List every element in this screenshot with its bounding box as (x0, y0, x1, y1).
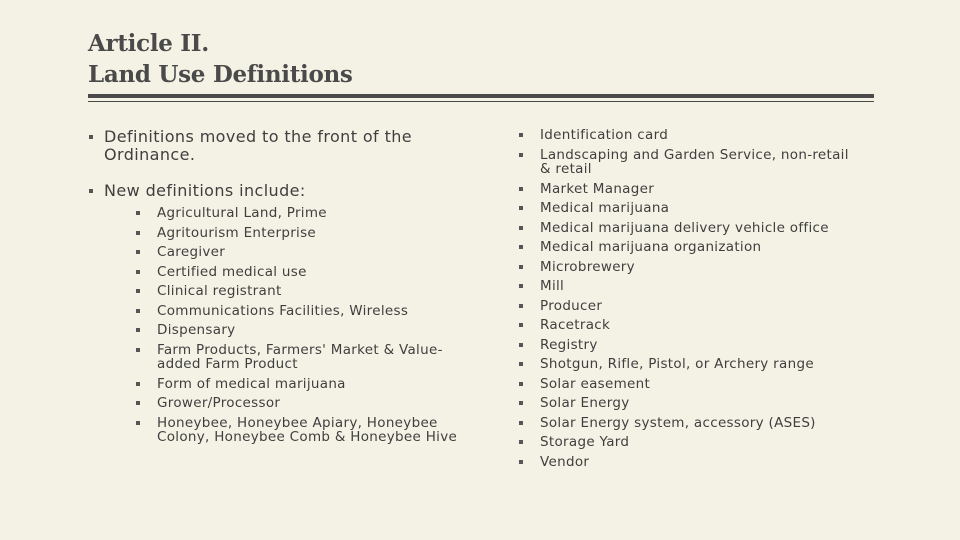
square-bullet-icon (136, 309, 140, 313)
square-bullet-icon (519, 440, 523, 444)
square-bullet-icon (519, 284, 523, 288)
square-bullet-icon (519, 362, 523, 366)
square-bullet-icon (89, 189, 93, 193)
square-bullet-icon (136, 211, 140, 215)
definition-text: Landscaping and Garden Service, non-retail & retail (540, 146, 849, 177)
definition-text: Medical marijuana delivery vehicle office (540, 219, 829, 236)
left-column (88, 128, 468, 450)
bullet-new-definitions (88, 182, 468, 445)
square-bullet-icon (519, 187, 523, 191)
definition-text: Communications Facilities, Wireless (157, 302, 409, 319)
definition-text: Dispensary (157, 322, 236, 338)
title-rule-thick (88, 94, 874, 98)
definition-text: Registry (540, 336, 598, 353)
definition-text: Form of medical marijuana (157, 375, 346, 392)
list-item (519, 260, 859, 275)
list-item (519, 455, 859, 470)
square-bullet-icon (136, 348, 140, 352)
square-bullet-icon (519, 460, 523, 464)
square-bullet-icon (136, 328, 140, 332)
definition-text: Solar easement (540, 375, 651, 392)
right-column (519, 128, 859, 474)
list-item (136, 416, 468, 445)
list-item (519, 318, 859, 333)
title-line-2: Land Use Definitions (88, 61, 353, 88)
list-item (136, 206, 468, 221)
bullet-definitions-moved (88, 128, 468, 164)
definition-text: Storage Yard (540, 434, 630, 450)
definition-text: Medical marijuana (540, 200, 670, 216)
list-item (519, 128, 859, 143)
definition-text: Solar Energy (540, 395, 630, 411)
square-bullet-icon (136, 270, 140, 274)
definition-text: Vendor (540, 453, 590, 470)
definition-text: Caregiver (157, 244, 226, 260)
list-item (136, 226, 468, 241)
square-bullet-icon (519, 401, 523, 405)
square-bullet-icon (519, 226, 523, 230)
left-definitions-list (136, 206, 468, 445)
list-item (136, 304, 468, 319)
definition-text: Producer (540, 297, 603, 314)
list-item (136, 265, 468, 280)
definition-text: Grower/Processor (157, 395, 281, 411)
list-item (519, 221, 859, 236)
definition-text: Shotgun, Rifle, Pistol, or Archery range (540, 356, 814, 372)
bullet-text: Definitions moved to the front of the Ordinance. (104, 127, 413, 164)
definition-text: Mill (540, 278, 565, 294)
definition-text: Identification card (540, 127, 669, 143)
definition-text: Agricultural Land, Prime (157, 205, 327, 221)
square-bullet-icon (519, 382, 523, 386)
square-bullet-icon (136, 231, 140, 235)
right-definitions-list (519, 128, 859, 469)
list-item (519, 182, 859, 197)
square-bullet-icon (136, 289, 140, 293)
list-item (136, 396, 468, 411)
list-item (519, 338, 859, 353)
list-item (136, 377, 468, 392)
square-bullet-icon (519, 265, 523, 269)
list-item (519, 416, 859, 431)
bullet-text: New definitions include: (104, 181, 306, 200)
list-item (136, 343, 468, 372)
definition-text: Honeybee, Honeybee Apiary, Honeybee Colony, Honeybee Comb & Honeybee Hive (157, 414, 458, 445)
definition-text: Certified medical use (157, 263, 307, 280)
square-bullet-icon (519, 133, 523, 137)
list-item (519, 299, 859, 314)
definition-text: Clinical registrant (157, 283, 282, 299)
list-item (519, 201, 859, 216)
definition-text: Agritourism Enterprise (157, 224, 317, 241)
list-item (519, 377, 859, 392)
square-bullet-icon (136, 382, 140, 386)
square-bullet-icon (519, 304, 523, 308)
list-item (519, 357, 859, 372)
square-bullet-icon (136, 250, 140, 254)
list-item (136, 284, 468, 299)
definition-text: Solar Energy system, accessory (ASES) (540, 414, 816, 431)
square-bullet-icon (519, 153, 523, 157)
list-item (519, 396, 859, 411)
square-bullet-icon (89, 135, 93, 139)
square-bullet-icon (136, 401, 140, 405)
list-item (519, 148, 859, 177)
list-item (136, 245, 468, 260)
slide-title (88, 28, 353, 90)
definition-text: Farm Products, Farmers' Market & Value-added Farm Product (157, 341, 443, 372)
list-item (136, 323, 468, 338)
list-item (519, 279, 859, 294)
definition-text: Racetrack (540, 317, 611, 333)
square-bullet-icon (519, 343, 523, 347)
square-bullet-icon (136, 421, 140, 425)
title-rule-thin (88, 101, 874, 102)
square-bullet-icon (519, 206, 523, 210)
list-item (519, 435, 859, 450)
list-item (519, 240, 859, 255)
definition-text: Microbrewery (540, 258, 635, 275)
square-bullet-icon (519, 245, 523, 249)
square-bullet-icon (519, 421, 523, 425)
definition-text: Market Manager (540, 180, 655, 197)
title-line-1: Article II. (88, 30, 209, 57)
square-bullet-icon (519, 323, 523, 327)
definition-text: Medical marijuana organization (540, 239, 762, 255)
